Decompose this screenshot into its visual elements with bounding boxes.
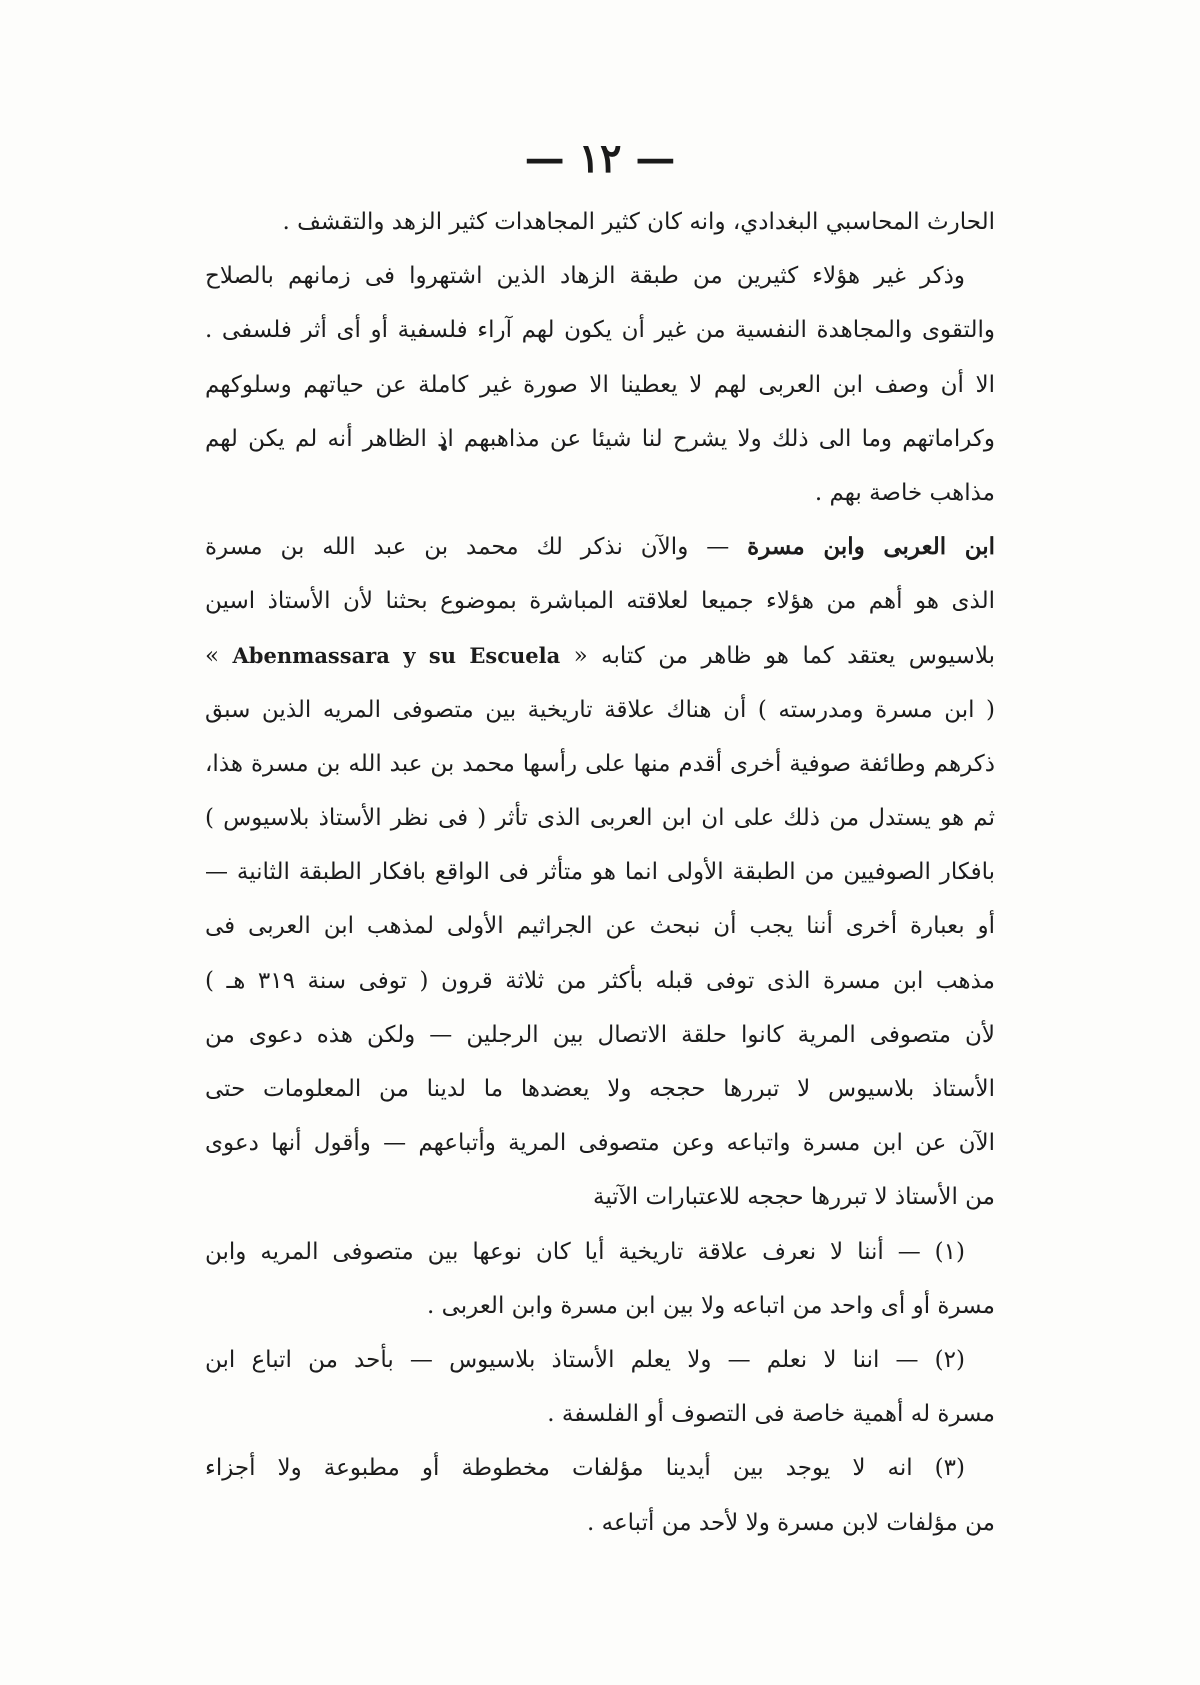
section-heading-line <box>205 520 995 574</box>
text-line: الحارث المحاسبي البغدادي، وانه كان كثير المجاهدات كثير الزهد والتقشف . <box>282 209 995 235</box>
text-line: الآن عن ابن مسرة واتباعه وعن متصوفى المرية وأتباعهم — وأقول أنها دعوى <box>205 1130 995 1157</box>
text-line: مذاهب خاصة بهم . <box>814 479 995 506</box>
text-line: وكراماتهم وما الى ذلك ولا يشرح لنا شيئا عن مذاهبهم اذ الظاهر أنه لم يكن لهم <box>205 425 995 452</box>
text-line: ثم هو يستدل من ذلك على ان ابن العربى الذى تأثر ( فى نظر الأستاذ بلاسيوس ) <box>205 805 995 832</box>
text-line: بافكار الصوفيين من الطبقة الأولى انما هو متأثر فى الواقع بافكار الطبقة الثانية — <box>205 859 995 886</box>
text-line: الا أن وصف ابن العربى لهم لا يعطينا الا صورة غير كاملة عن حياتهم وسلوكهم <box>205 371 995 398</box>
text-line: أو بعبارة أخرى أننا يجب أن نبحث عن الجراثيم الأولى لمذهب ابن العربى فى <box>205 913 995 940</box>
page-number: — ١٢ — <box>524 135 676 182</box>
text-line: الأستاذ بلاسيوس لا تبررها حججه ولا يعضدها ما لدينا من المعلومات حتى <box>205 1076 995 1102</box>
text-line: الذى هو أهم من هؤلاء جميعا لعلاقته المباشرة بموضوع بحثنا لأن الأستاذ اسين <box>205 588 995 615</box>
text-line: والتقوى والمجاهدة النفسية من غير أن يكون لهم آراء فلسفية أو أى أثر فلسفى . <box>205 317 995 344</box>
text-line-with-latin <box>205 629 995 683</box>
text-run: » <box>205 642 233 669</box>
text-line: لأن متصوفى المرية كانوا حلقة الاتصال بين الرجلين — ولكن هذه دعوى من <box>205 1021 995 1048</box>
text-line: ذكرهم وطائفة صوفية أخرى أقدم منها على رأسها محمد بن عبد الله بن مسرة هذا، <box>205 750 995 777</box>
text-line: مذهب ابن مسرة الذى توفى قبله بأكثر من ثلاثة قرون ( توفى سنة ٣١٩ هـ ) <box>205 967 995 994</box>
text-line: من مؤلفات لابن مسرة ولا لأحد من أتباعه . <box>587 1509 995 1536</box>
body-text <box>205 195 995 1550</box>
text-run: — والآن نذكر لك محمد بن عبد الله بن مسرة <box>205 534 730 561</box>
text-line: ( ابن مسرة ومدرسته ) أن هناك علاقة تاريخية بين متصوفى المريه الذين سبق <box>205 696 995 723</box>
text-line: من الأستاذ لا تبررها حججه للاعتبارات الآتية <box>593 1184 995 1211</box>
text-line: مسرة أو أى واحد من اتباعه ولا بين ابن مسرة وابن العربى . <box>426 1292 995 1319</box>
text-line: مسرة له أهمية خاصة فى التصوف أو الفلسفة . <box>547 1401 995 1428</box>
text-line: وذكر غير هؤلاء كثيرين من طبقة الزهاد الذين اشتهروا فى زمانهم بالصلاح <box>205 263 965 290</box>
latin-book-title: Abenmassara y su Escuela <box>232 642 561 668</box>
text-line: (٣) انه لا يوجد بين أيدينا مؤلفات مخطوطة أو مطبوعة ولا أجزاء <box>205 1455 965 1482</box>
section-heading: ابن العربى وابن مسرة <box>747 533 995 561</box>
text-line: (٢) — اننا لا نعلم — ولا يعلم الأستاذ بلاسيوس — بأحد من اتباع ابن <box>205 1346 965 1373</box>
text-line: (١) — أننا لا نعرف علاقة تاريخية أيا كان نوعها بين متصوفى المريه وابن <box>205 1238 965 1265</box>
text-run: بلاسيوس يعتقد كما هو ظاهر من كتابه « <box>560 642 995 669</box>
